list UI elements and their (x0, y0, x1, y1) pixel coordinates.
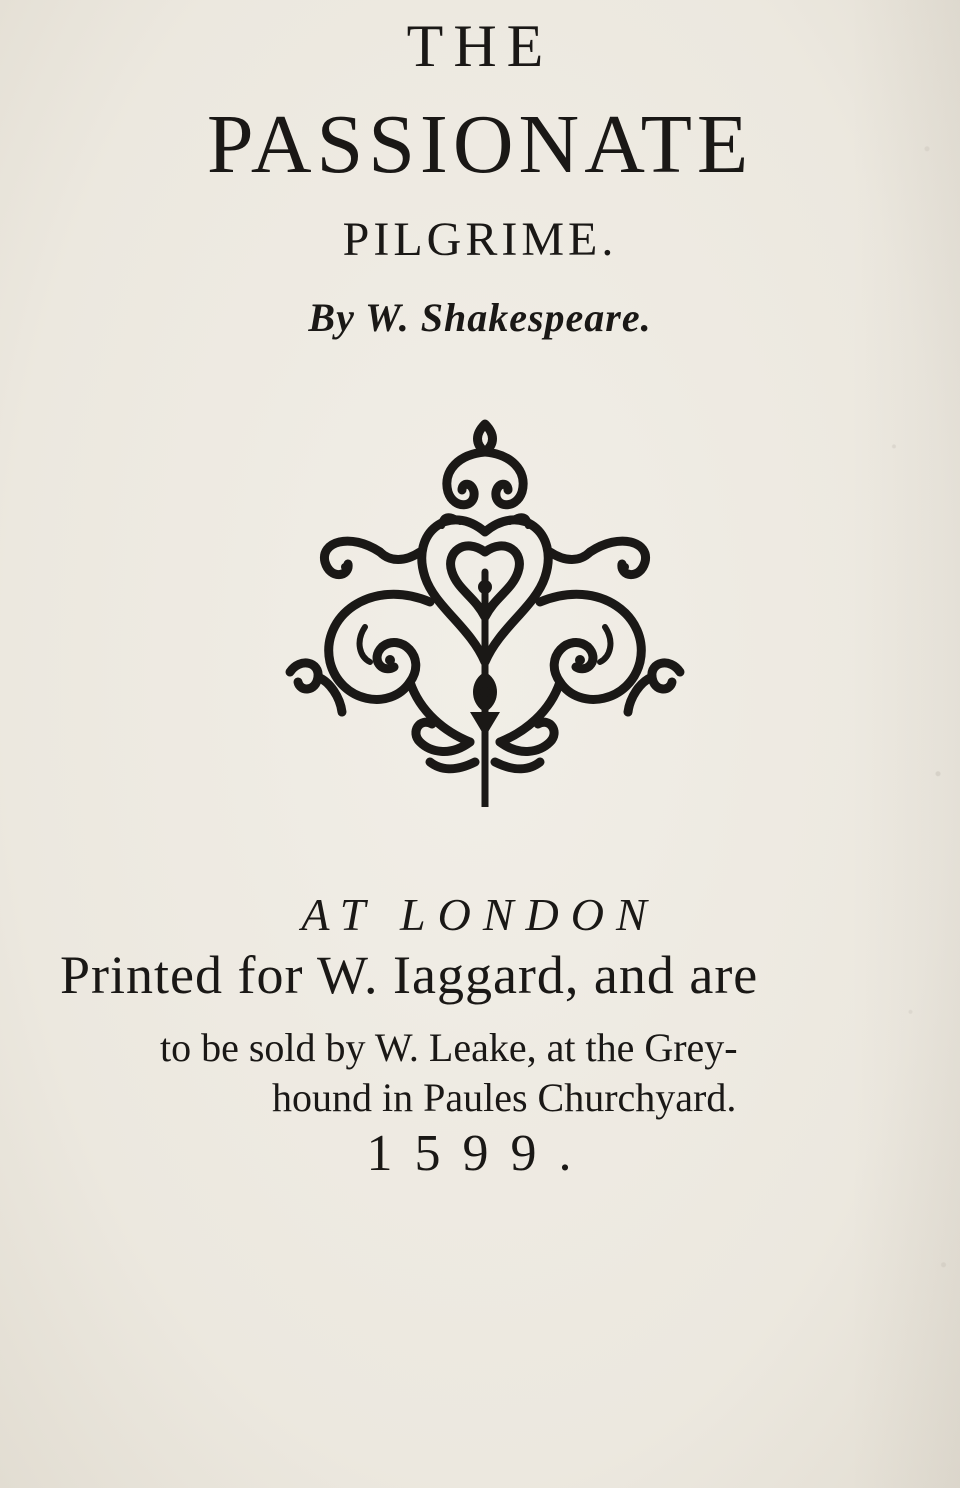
imprint-year: 1599. (366, 1125, 594, 1182)
title-passionate: PASSIONATE (206, 98, 754, 191)
fleuron-ornament-icon (270, 412, 700, 807)
author-line: By W. Shakespeare. (308, 295, 652, 340)
imprint-line-1: Printed for W. Iaggard, and are (60, 945, 759, 1005)
imprint-line-3: hound in Paules Churchyard. (272, 1075, 737, 1120)
imprint-place: AT LONDON (301, 889, 659, 940)
title-pilgrime: PILGRIME. (342, 213, 618, 266)
title-the: THE (406, 13, 554, 79)
imprint-line-2: to be sold by W. Leake, at the Grey- (160, 1025, 738, 1070)
